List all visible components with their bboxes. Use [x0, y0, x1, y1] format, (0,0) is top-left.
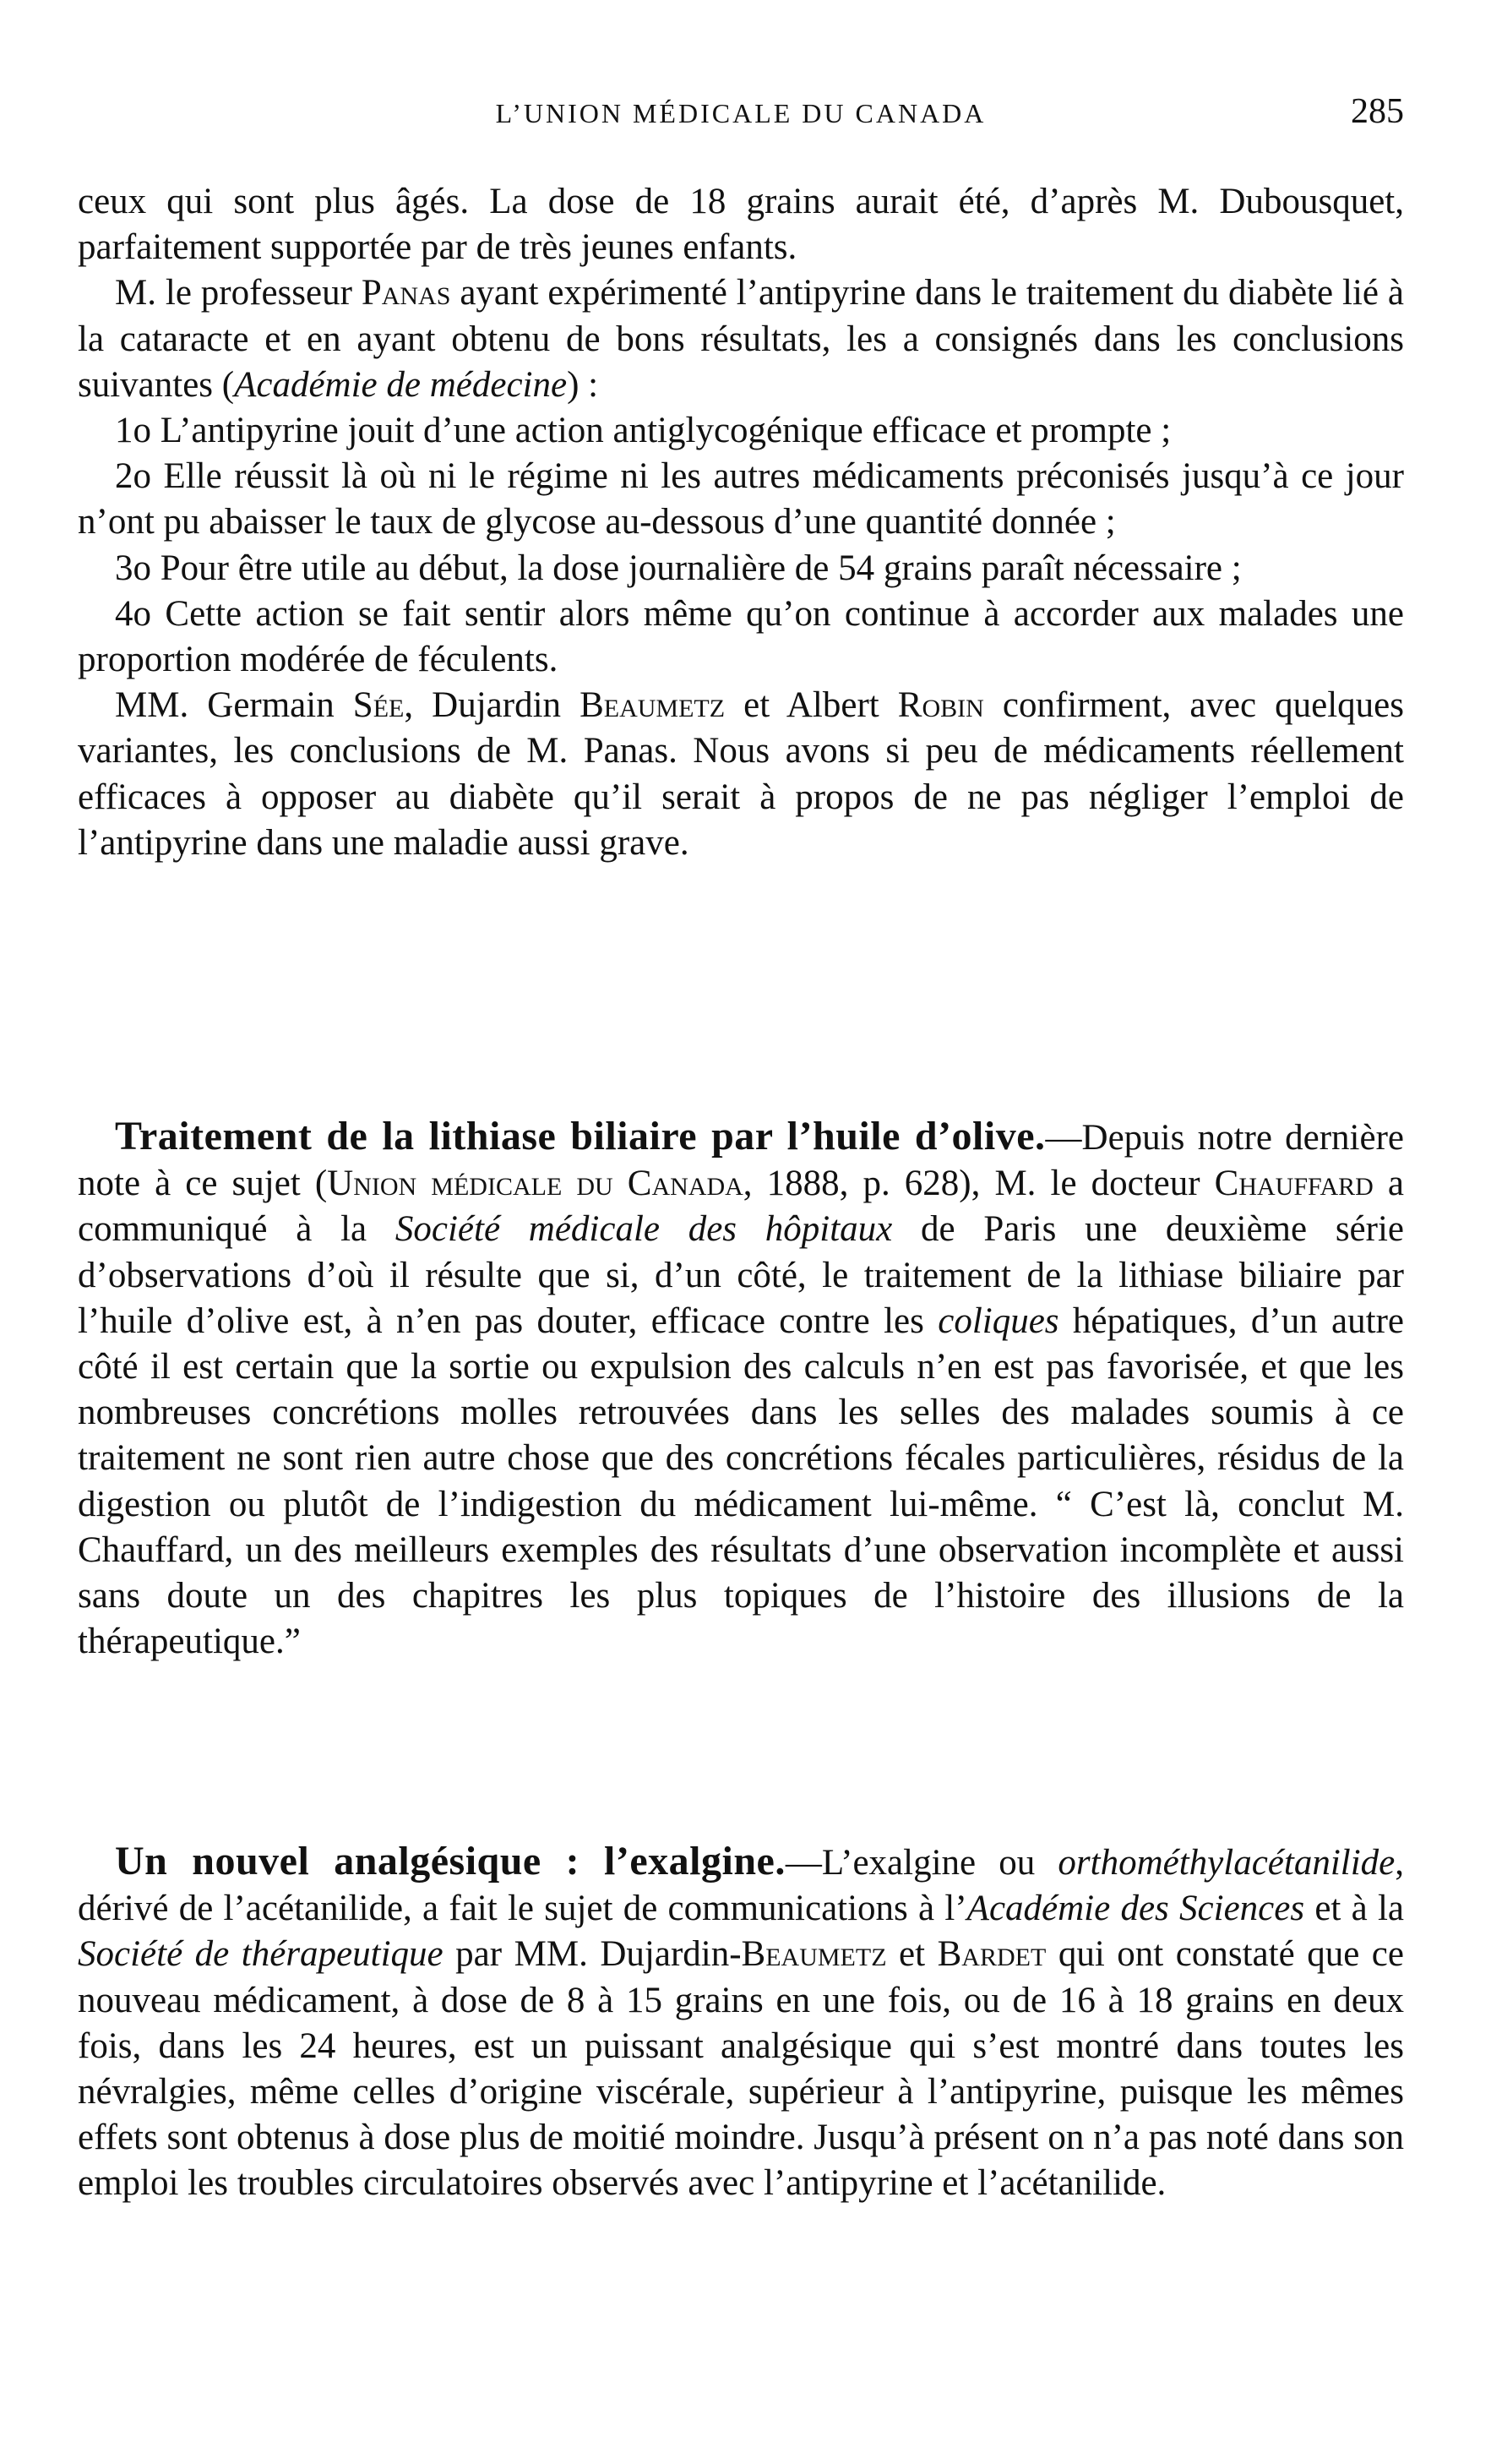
paragraph-text: ceux qui sont plus âgés. La dose de 18 grains aurait été, d’après M. Dubousquet, parfaitement supportée par de très jeunes enfants.: [78, 182, 1404, 268]
society-name: Société médicale des hôpitaux: [395, 1209, 893, 1250]
exalgine-section: [78, 1839, 1404, 2207]
text-run: et: [886, 1934, 938, 1975]
text-run: M. le professeur: [115, 273, 362, 313]
paragraph: [78, 1114, 1404, 1665]
text-run: confirment, avec quelques variantes, les conclusions de M. Panas. Nous avons si peu de médicaments réellement efficaces à opposer au diabète qu’il serait à propos de ne pas négliger l’emploi de l’antipyrine dans une maladie aussi grave.: [78, 685, 1405, 863]
conclusion-item-1: 1o L’antipyrine jouit d’une action antiglycogénique efficace et prompte ;: [115, 411, 1172, 451]
italic-term: coliques: [938, 1300, 1059, 1341]
text-run: ayant expérimenté l’antipyrine dans le traitement du diabète lié à la cataracte et en ayant obtenu de bons résultats, les a consignés dans les conclusions suivantes (: [78, 273, 1404, 405]
text-run: ) :: [567, 364, 599, 405]
paragraph: [78, 270, 1404, 408]
text-run: , Dujardin: [404, 685, 580, 726]
page-number: 285: [1351, 92, 1404, 131]
conclusion-item-3: 3o Pour être utile au début, la dose journalière de 54 grains paraît nécessaire ;: [115, 548, 1242, 588]
text-run: et à la: [1304, 1889, 1404, 1929]
author-name: Beaumetz: [741, 1934, 887, 1975]
text-run: , dérivé de l’acétanilide, a fait le sujet de communications à l’: [78, 1843, 1404, 1929]
text-run: par MM. Dujardin-: [443, 1934, 742, 1975]
author-name: Beaumetz: [580, 685, 726, 726]
journal-name: Union médicale du Canada: [327, 1164, 743, 1204]
text-run: de Paris une deuxième série d’observations d’où il résulte que si, d’un côté, le traitement de la lithiase biliaire par l’huile d’olive est, à n’en pas douter, efficace contre les: [78, 1209, 1404, 1341]
author-name: Panas: [361, 273, 451, 313]
society-name: Société de thérapeutique: [78, 1934, 443, 1975]
section-heading: Un nouvel analgésique : l’exalgine.: [115, 1839, 786, 1883]
author-name: Bardet: [937, 1934, 1047, 1975]
text-run: MM. Germain: [115, 685, 353, 726]
institution-name: Académie de médecine: [234, 364, 568, 405]
paragraph: [78, 683, 1404, 866]
author-name: Robin: [897, 685, 984, 726]
page-header: [78, 91, 1404, 142]
institution-name: Académie des Sciences: [966, 1889, 1305, 1929]
text-run: a communiqué à la: [78, 1164, 1404, 1250]
author-name: Sée: [352, 685, 405, 726]
author-name: Chauffard: [1214, 1164, 1374, 1204]
text-run: , 1888, p. 628), M. le docteur: [743, 1164, 1215, 1204]
text-run: —Depuis notre dernière note à ce sujet (: [78, 1118, 1404, 1204]
paragraph: [78, 1839, 1404, 2207]
text-run: hépatiques, d’un autre côté il est certain que la sortie ou expulsion des calculs n’en est pas favorisée, et que les nombreuses concrétions molles retrouvées dans les selles des malades soumis à ce traitement ne sont rien autre chose que des concrétions fécales particulières, résidus de la digestion ou plutôt de l’indigestion du médicament lui-même. “ C’est là, conclut M. Chauffard, un des meilleurs exemples des résultats d’une observation incomplète et aussi sans doute un des chapitres les plus topiques de l’histoire des illusions de la thérapeutique.”: [78, 1300, 1404, 1662]
italic-term: orthométhylacétanilide: [1058, 1843, 1396, 1883]
conclusion-item-4: 4o Cette action se fait sentir alors même qu’on continue à accorder aux malades une proportion modérée de féculents.: [78, 593, 1404, 680]
antipyrine-section: [78, 179, 1404, 866]
paragraph: [78, 179, 1404, 270]
text-run: qui ont constaté que ce nouveau médicament, à dose de 8 à 15 grains en une fois, ou de 16 à 18 grains en deux fois, dans les 24 heures, est un puissant analgésique qui s’est montré dans toutes les névralgies, même celles d’origine viscérale, supérieur à l’antipyrine, puisque les mêmes effets sont obtenus à dose plus de moitié moindre. Jusqu’à présent on n’a pas noté dans son emploi les troubles circulatoires observés avec l’antipyrine et l’acétanilide.: [78, 1934, 1404, 2204]
section-heading: Traitement de la lithiase biliaire par l’huile d’olive.: [115, 1114, 1046, 1158]
conclusion-item-2: 2o Elle réussit là où ni le régime ni les autres médicaments préconisés jusqu’à ce jour n’ont pu abaisser le taux de glycose au-dessous d’une quantité donnée ;: [78, 456, 1404, 542]
lithiase-section: [78, 1114, 1404, 1665]
text-run: —L’exalgine ou: [785, 1843, 1058, 1883]
running-head: L’UNION MÉDICALE DU CANADA: [495, 98, 987, 128]
text-run: et Albert: [725, 685, 898, 726]
